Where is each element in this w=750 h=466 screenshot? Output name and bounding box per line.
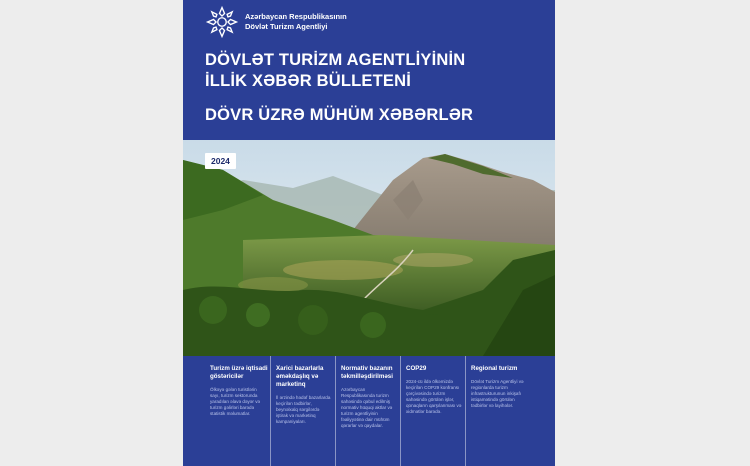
section-body: Azərbaycan Respublikasında turizm sahəsində qəbul edilmiş normativ hüquqi aktlar və turizm agentliyinin fəaliyyətinə dair mühüm qərarlar və qaydalar. bbox=[341, 387, 393, 428]
section-title: Turizm üzrə iqtisadi göstəricilər bbox=[210, 365, 268, 380]
title-line1: DÖVLƏT TURİZM AGENTLİYİNİN bbox=[205, 51, 466, 69]
agency-name bbox=[245, 12, 347, 32]
title-line2: İLLİK XƏBƏR BÜLLETENİ bbox=[205, 72, 411, 90]
section-body: Ölkəyə gələn turistlərin sayı, turizm sektorunda yaradılan əlavə dəyər və turizm gəlirləri barədə statistik məlumatlar. bbox=[210, 387, 261, 416]
bulletin-title bbox=[205, 50, 465, 92]
section-regulatory-base bbox=[335, 356, 400, 466]
section-cop29 bbox=[400, 356, 465, 466]
sections-row bbox=[183, 356, 555, 466]
section-title: Regional turizm bbox=[471, 365, 518, 372]
section-body: İl ərzində hədəf bazarlarda keçirilən tədbirlər, beynəlxalq sərgilərdə iştirak və marketinq kampaniyaları. bbox=[276, 395, 331, 424]
section-economic-indicators bbox=[205, 356, 270, 466]
bulletin-cover bbox=[183, 0, 555, 466]
agency-name-line2: Dövlət Turizm Agentliyi bbox=[245, 22, 328, 31]
section-regional-tourism bbox=[465, 356, 530, 466]
agency-name-line1: Azərbaycan Respublikasının bbox=[245, 12, 347, 21]
section-title: Normativ bazanın təkmilləşdirilməsi bbox=[341, 365, 393, 380]
section-body: Dövlət Turizm Agentliyi və regionlarda turizm infrastrukturunun inkişafı istiqamətində görülən tədbirlər və layihələr. bbox=[471, 379, 524, 408]
section-body: 2024-cü ildə ölkəmizdə keçirilən COP29 konfransı çərçivəsində turizm sahəsində görülən işlər, qonaqların qarşılanması və xidmətlər barədə. bbox=[406, 379, 462, 414]
ornament-logo-icon bbox=[205, 5, 239, 39]
mountain-landscape-photo bbox=[183, 140, 555, 356]
section-title: Xarici bazarlarla əməkdaşlıq və marketinq bbox=[276, 365, 324, 388]
bulletin-subtitle: DÖVR ÜZRƏ MÜHÜM XƏBƏRLƏR bbox=[205, 106, 474, 124]
section-foreign-markets bbox=[270, 356, 335, 466]
year-badge: 2024 bbox=[205, 153, 236, 169]
section-title: COP29 bbox=[406, 365, 427, 372]
brand-header bbox=[205, 5, 347, 39]
